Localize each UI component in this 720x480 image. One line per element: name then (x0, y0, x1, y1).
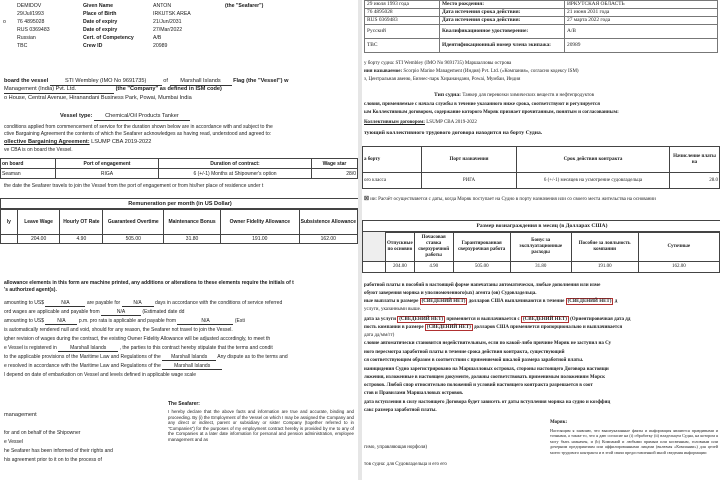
ru-body-line: ианицидения Судно зарегистрировано на Маршалловых островах, стороны настоящего Договора настоящи (364, 367, 609, 372)
cba-value: LSUMP CBA 2019-2022 (91, 139, 152, 145)
birthplace-value: IRKUTSK AREA (153, 11, 191, 17)
ru-header-row (365, 39, 718, 53)
personal-label (2, 2, 16, 10)
payment-text: p.m. pro rata is applicable and payable from (78, 318, 177, 324)
table-header (363, 232, 386, 262)
ru-travel-text: ии: Расчёт осуществляется с даты, когда Моряк поступает на Судно в порту назначения или со своего места жительства на основании (370, 197, 656, 202)
no-data-highlight: (СВЕДЕНИЙ НЕТ) (523, 317, 567, 322)
remuneration-title: Remuneration per month (in US Dollar) (128, 201, 232, 207)
cba-line (4, 139, 151, 146)
vessel-line (4, 78, 288, 86)
table-cell: 6 (+/-1) Months at Shipowner's option (159, 169, 312, 179)
personal-info-rest (2, 10, 192, 50)
ru-cell: ИРКУТСКАЯ ОБЛАСТЬ (565, 1, 718, 9)
vessel-lead: board the vessel (4, 78, 49, 84)
ru-body-line: ного пересмотра заработной платы в течение срока действия контракта, существующий (364, 350, 565, 355)
ru-signature-line: гимо, управляющая норфоля) (364, 445, 428, 450)
ru-cba-value: LSUMP CBA 2019-2022 (426, 120, 477, 125)
payment-text: is automatically rendered null and void, should for any reason, the Seafarer not travel to join the Vessel. (4, 327, 233, 333)
payment-value: Marshall Islands (162, 363, 222, 370)
payment-value: N/A (177, 318, 233, 325)
payment-text: e Vessel is registered in (4, 345, 57, 351)
company-line (4, 86, 222, 94)
cba-note: ve CBA is on board the Vessel. (4, 147, 73, 153)
english-contract-page (0, 0, 358, 480)
surname-value: DEMIDOV (17, 3, 42, 9)
payment-value: Marshall Islands (162, 354, 216, 361)
coc-value: A/B (153, 35, 162, 41)
table-header: ly (1, 209, 18, 235)
ru-body-line: обуют заверения моряка и уполномоченного(ых) агента (ов) Судовладельца. (364, 291, 537, 296)
table-header: Owner Fidelity Allowance (220, 209, 299, 235)
ru-cell: Дата истечения срока действия: (440, 9, 565, 17)
table-row (363, 173, 720, 189)
personal-row (2, 42, 192, 50)
table-cell: 505.00 (103, 235, 164, 244)
ru-travel-note (364, 196, 656, 203)
ru-body-line: ные выплаты в размере (СВЕДЕНИЙ НЕТ) долларов США выплачиваются в течение (СВЕДЕНИЙ НЕТ) д (364, 299, 618, 304)
table-cell: Seaman (1, 169, 56, 179)
company-tag: (the "Company" as defined in ISM code) (115, 86, 222, 92)
table-cell: РИГА (422, 173, 517, 189)
ru-engagement-table (362, 146, 720, 189)
ru-body-line: услуги, указанными выше. (364, 307, 422, 312)
ru-cell: Квалификационное удостоверение: (440, 25, 565, 39)
payment-line-8 (4, 363, 222, 370)
company-address: o House, Central Avenue, Hiranandani Business Park, Powai, Mumbai India (4, 95, 192, 101)
table-cell: 31.80 (164, 235, 221, 244)
ru-cell: 29 июля 1993 года (365, 1, 440, 9)
travel-note: the date the Seafarer travels to join the Vessel from the port of engagement or from his/her place of residence under t (4, 183, 264, 189)
seamans-book-value: RUS 0369483 (17, 27, 50, 33)
table-header: Отпускные по основно (386, 232, 415, 262)
table-cell: 162.00 (299, 235, 357, 244)
ru-seafarer-heading: Моряк: (550, 420, 568, 425)
ru-remuneration-title: Размер вознаграждения в месяц (в Долларах США) (476, 223, 608, 229)
ru-body-line: сакс размера заработной платы. (364, 408, 437, 413)
book-expiry-value: 27/Mar/2022 (153, 27, 183, 33)
personal-row (2, 26, 192, 34)
no-data-highlight: (СВЕДЕНИЙ НЕТ) (421, 299, 466, 304)
personal-row (2, 2, 264, 10)
table-cell: 28.0 (670, 173, 720, 189)
ru-cell: 20989 (565, 39, 718, 53)
cba-label: ollective Bargaining Agreement: (4, 139, 90, 145)
ru-remuneration-table (362, 231, 720, 273)
payment-text: l depend on date of embarkation on Vessel and levels defined in applicable wage scale (4, 372, 197, 378)
table-cell: 204.00 (386, 262, 415, 273)
payment-text: amounting to US$ (4, 318, 45, 324)
table-header: Бонус за эксплуатационные расходы (510, 232, 571, 262)
payment-text: e resolved in accordance with the Maritime Law and Regulations of the (4, 363, 161, 369)
table-header: Maintenance Bonus (164, 209, 221, 235)
ru-cell: Идентификационный номер члена экипажа: (440, 39, 565, 53)
table-header: Срок действия контракта (517, 147, 670, 173)
payment-line-6 (4, 345, 273, 352)
no-data-highlight: (СВЕДЕНИЙ НЕТ) (426, 325, 471, 330)
payment-value: Marshall Islands (58, 345, 118, 352)
ru-cell: ТВС (365, 39, 440, 53)
table-header: а борту (363, 147, 422, 173)
ru-company-line (364, 69, 579, 75)
table-cell: 28/0 (312, 169, 358, 179)
table-cell: 204.00 (17, 235, 60, 244)
ru-body-line: ся соответствующим образом в соответствии с применяемой шкалой размера заработной платы. (364, 358, 584, 363)
table-header: Почасовая ставка сверхурочной работы (414, 232, 453, 262)
no-data-highlight: (СВЕДЕНИЙ НЕТ) (399, 317, 444, 322)
dob-value: 29/Jul/1993 (17, 11, 44, 17)
ru-type-label: Тип судна: (434, 92, 462, 98)
vessel-flag-tag: Flag (the "Vessel") w (233, 78, 289, 84)
table-header: Guaranteed Overtime (103, 209, 164, 235)
signature-line: e Vessel (4, 439, 23, 445)
table-cell (363, 262, 386, 273)
ru-body-line: дата за услуги (СВЕДЕНИЙ НЕТ) применяется и выплачивается с (СВЕДЕНИЙ НЕТ) (Ориентировочная дата дд (364, 317, 631, 322)
seafarer-declaration: I hereby declare that the above facts and information are true and accurate, binding and proceeding. By (i) the Employment of the Vessel on which I may be assigned the Company and any direct or indirect, parent or subsidiary or sister Company (together referred to in "Companies") for the purposes of my employment contract hereby is provided by me to any of the Companies at a later date information for personal and pension administration, employee management and as (168, 409, 354, 442)
table-header: Wage star (312, 159, 358, 169)
ru-cell: Место рождения: (440, 1, 565, 9)
ru-signature-line: тов судна: для Судовладельца и его его (364, 462, 447, 467)
ru-cell: Русский (365, 25, 440, 39)
ru-header-row (365, 25, 718, 39)
table-cell: ого класса (363, 173, 422, 189)
personal-info-block (2, 2, 264, 10)
signature-line: for and on behalf of the Shipowner (4, 430, 81, 436)
ru-body-line: дата вступления в силу настоящего Договора будет зависеть от даты вступления моряка на судно и коэффиц (364, 400, 611, 405)
payment-value: N/A (45, 318, 77, 325)
personal-row (2, 10, 192, 18)
ru-address: з, Центральная авеню, Бизнес-парк Хиранандани, Powai, Мумбаи, Индия (364, 77, 521, 82)
seafarer-heading: The Seafarer: (168, 401, 200, 407)
ru-vessel-line: у борту судна: STI Wembley (IMO No 9691735) Маршалловы острова (364, 61, 512, 66)
table-cell: 4.90 (60, 235, 103, 244)
given-name-value: ANTON (153, 3, 172, 9)
payment-text: (Esti (234, 318, 245, 324)
personal-label2: Place of Birth (83, 11, 117, 17)
russian-contract-page (362, 0, 720, 480)
table-cell: RIGA (56, 169, 159, 179)
ru-company-text: Scorpio Marine Management (Индия) Pvt. Ltd. («Компания», согласно кодексу ISM) (403, 69, 579, 74)
personal-label (2, 42, 16, 50)
conditions-text: conditions applied from commencement of service for the duration shown below are in accordance with and subject to the (4, 124, 273, 130)
ru-body-line: дата дд/мм/гг) (364, 333, 395, 338)
table-row (363, 262, 720, 273)
table-cell (1, 235, 18, 244)
ru-cba-note: тующий коллективного трудового договора находится на борту Судна. (364, 130, 543, 136)
signature-line: his agreement prior to it on to the process of (4, 457, 102, 463)
table-header: Leave Wage (17, 209, 60, 235)
ru-header-row (365, 9, 718, 17)
payment-value: N/A (101, 309, 141, 316)
table-header: Суточные (638, 232, 719, 262)
table-cell: 191.00 (220, 235, 299, 244)
vessel-type-line (60, 113, 190, 121)
ru-header-row (365, 17, 718, 25)
personal-label (2, 34, 16, 42)
payment-value: N/A (122, 300, 154, 307)
ru-cell: Дата истечения срока действия: (440, 17, 565, 25)
remuneration-table (0, 208, 358, 244)
payment-text: igher revision of wages during the contract, the existing Owner Fidelity Allowance will be adjusted accordingly, to meet th (4, 336, 271, 342)
crew-id-value: 20989 (153, 43, 168, 49)
ru-seafarer-declaration: Настоящим я заявляю, что вышеуказанные факты и информация являются правдивыми и точными, а также то, что я даю согласие на (i) обработку (ii) владельцем Судна, на котором я могу быть назначен, и (b) Компаний и любыми прямым или косвенным, головным или дочерним предприятиям или аффилированными лицами (включая «Компании») для целей моего трудового контракта и в этой связи предоставленной мной сведения информации (550, 428, 718, 455)
seafarer-tag: (the "Seafarer") (225, 3, 264, 9)
ru-type-value: Танкер для перевозки химических веществ и нефтепродуктов (462, 93, 595, 98)
table-cell: 505.00 (453, 262, 510, 273)
ru-body-line: стов и Правилами Маршалловых островов. (364, 391, 464, 396)
conditions-text: ctive Bargaining Agreement the contents of which the Seafarer acknowledges as having read, understood and agreed to: (4, 131, 272, 137)
vessel-name: STI Wembley (IMO No 9691735) (50, 78, 162, 86)
payment-text: (Estimated date dd (142, 309, 185, 315)
nationality-value: Russian (17, 35, 36, 41)
payment-value: N/A (45, 300, 85, 307)
payment-line-3 (4, 318, 245, 325)
table-header: Порт назначения (422, 147, 517, 173)
table-header: Duration of contract: (159, 159, 312, 169)
signature-line: he Seafarer has been informed of their rights and (4, 448, 113, 454)
ru-cell: 21 июня 2031 года (565, 9, 718, 17)
allowance-note: allowance elements in this form are machine printed, any additions or alterations to these elements require the initials of t (4, 280, 294, 286)
ru-body-line: словие автоматически становится недействительным, если по какой-либо причине Моряк не заступил на Су (364, 341, 612, 346)
personal-label2: Crew ID (83, 43, 103, 49)
checkbox-mark-icon: ☒ (364, 196, 369, 202)
payment-text: to the applicable provisions of the Maritime Law and Regulations of the (4, 354, 161, 360)
passport-value: 76 4895028 (17, 19, 45, 25)
payment-line-7 (4, 354, 288, 361)
table-row (1, 235, 358, 244)
table-header: Начисление платы на (670, 147, 720, 173)
personal-row (2, 34, 192, 42)
ru-cell: RUS 0369483 (365, 17, 440, 25)
payment-text: Any dispute as to the terms and (217, 354, 288, 360)
payment-line-1 (4, 300, 282, 307)
vessel-type-value: Chemical/Oil Products Tanker (94, 113, 190, 121)
personal-row (2, 18, 192, 26)
payment-text: are payable for (86, 300, 121, 306)
personal-label (2, 26, 16, 34)
signature-heading: management (4, 412, 37, 418)
ru-company-label: ния называемое: (364, 69, 403, 74)
personal-label2: Cert. of Competency (83, 35, 134, 41)
personal-label (2, 10, 16, 18)
ru-body-line: пость компании в размере (СВЕДЕНИЙ НЕТ) долларов США применяется пропорционально и выплачивается (364, 325, 623, 330)
table-header: Hourly OT Rate (60, 209, 103, 235)
ru-body-line: островов. Любой спор относительно положений и условий настоящего контракта разрешается в соот (364, 383, 593, 388)
payment-text: , the parties to this contract hereby stipulate that the terms and condit (119, 345, 273, 351)
payment-text: amounting to US$ (4, 300, 45, 306)
payment-line-2 (4, 309, 184, 316)
engagement-table (0, 158, 358, 179)
ru-cell: 76 4895028 (365, 9, 440, 17)
table-cell: 31.80 (510, 262, 571, 273)
ru-cell: 27 марта 2022 года (565, 17, 718, 25)
tbc-value: TBC (17, 43, 28, 49)
table-header: Гарантированная сверхурочная работа (453, 232, 510, 262)
ru-conditions-text: словия, применяемые с начала службы в течение указанного ниже срока, соответствуют и регулируется (364, 102, 600, 107)
allowance-note: 's authorized agent(s). (4, 287, 57, 293)
company-name: Management (India) Pvt. Ltd. (4, 86, 114, 94)
ru-type-line (434, 92, 594, 99)
passport-expiry-value: 21/Jun/2031 (153, 19, 182, 25)
personal-label2: Given Name (83, 3, 113, 9)
personal-label2: Date of expiry (83, 27, 118, 33)
personal-label: o (3, 19, 6, 25)
ru-body-line: работной платы в пособий в настоящей форме напечатаны автоматически, любые дополнения или изме (364, 283, 601, 288)
ru-cba-line (364, 120, 477, 126)
table-cell: 6 (+/-1) месяцев на усмотрение судовладельца (517, 173, 670, 189)
payment-text: days in accordance with the conditions of service referred (154, 300, 283, 306)
table-header: Пособие за лояльность компании (571, 232, 638, 262)
table-header: Port of engagement (56, 159, 159, 169)
personal-label2: Date of expiry (83, 19, 118, 25)
ru-cell: A/B (565, 25, 718, 39)
no-data-highlight: (СВЕДЕНИЙ НЕТ) (567, 299, 612, 304)
vessel-of: of (163, 78, 168, 84)
table-row (1, 169, 358, 179)
vessel-type-label: Vessel type: (60, 113, 93, 119)
table-header: Subsistence Allowance (299, 209, 357, 235)
vessel-flag: Marshall Islands (170, 78, 232, 86)
ru-header-table (364, 0, 718, 53)
table-cell: 4.90 (414, 262, 453, 273)
ru-cba-label: Коллективным договором: (364, 120, 425, 125)
ru-body-line: ложения, изложенные в настоящем документе, должны соответствовать применимым положениям Морск (364, 375, 605, 380)
table-cell: 191.00 (571, 262, 638, 273)
table-cell: 162.00 (638, 262, 719, 273)
payment-text: ord wages are applicable and payable from (4, 309, 100, 315)
table-header: on board (1, 159, 56, 169)
ru-header-row (365, 1, 718, 9)
ru-conditions-text: ым Коллективным договором, содержание которого Моряк признает прочитанным, понятым и согласованным: (364, 110, 619, 115)
